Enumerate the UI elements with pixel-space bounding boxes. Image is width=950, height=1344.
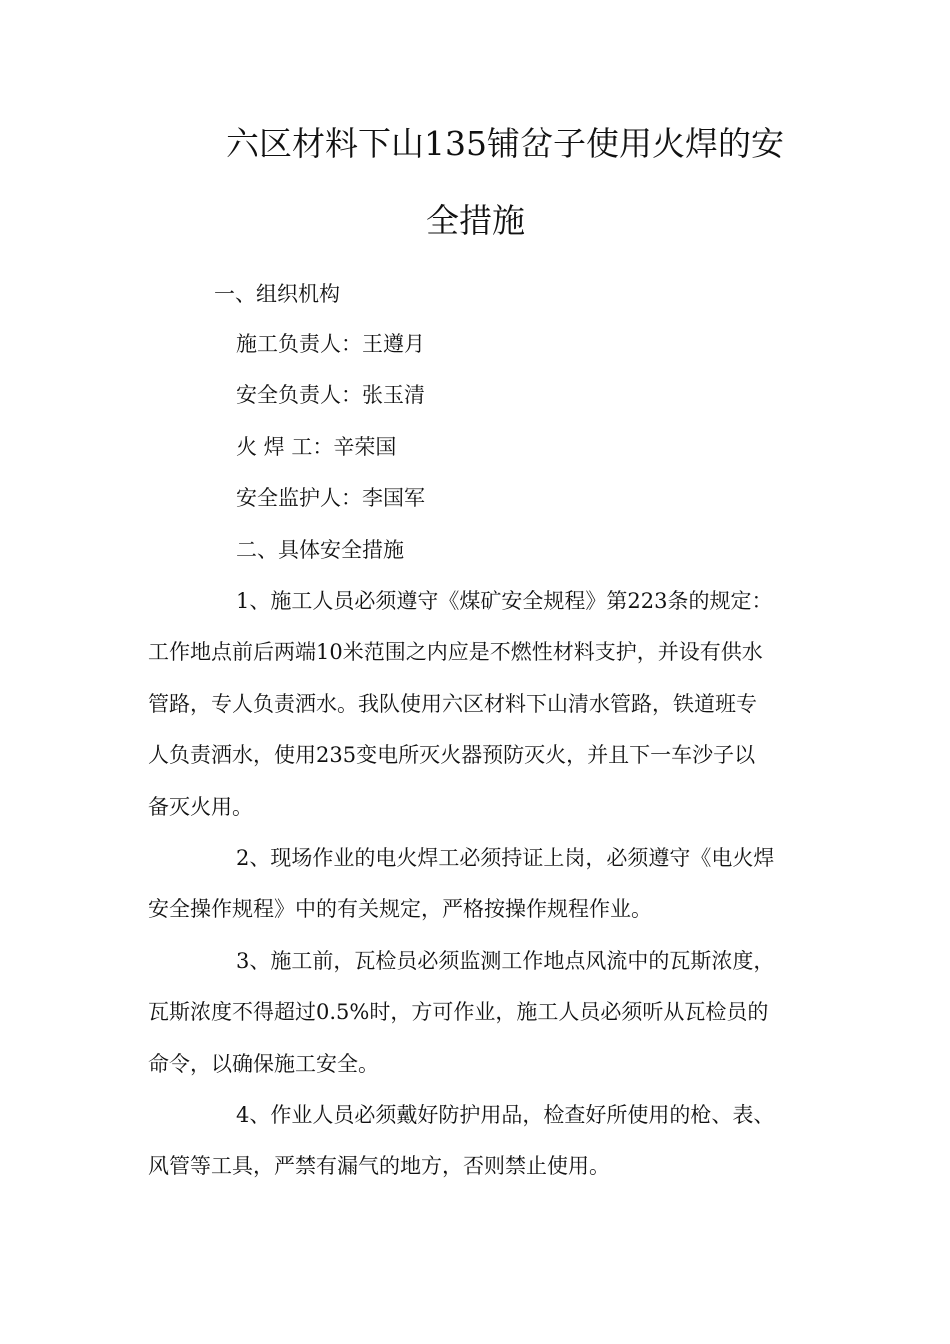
document-title-line-1: 六区材料下山135铺岔子使用火焊的安 bbox=[226, 124, 784, 163]
measure-1-line: 人负责洒水，使用235变电所灭火器预防灭火，并且下一车沙子以 bbox=[148, 743, 756, 767]
measure-4-line: 4、作业人员必须戴好防护用品，检查好所使用的枪、表、 bbox=[236, 1103, 775, 1127]
measure-1-line: 工作地点前后两端10米范围之内应是不燃性材料支护，并设有供水 bbox=[148, 640, 763, 664]
section-heading-organization: 一、组织机构 bbox=[214, 282, 340, 306]
measure-2-line: 2、现场作业的电火焊工必须持证上岗，必须遵守《电火焊 bbox=[236, 846, 775, 870]
measure-3-line: 3、施工前，瓦检员必须监测工作地点风流中的瓦斯浓度， bbox=[236, 949, 775, 973]
staff-welder: 火 焊 工：辛荣国 bbox=[236, 435, 397, 459]
staff-construction-lead: 施工负责人：王遵月 bbox=[236, 332, 425, 356]
document-title-line-2: 全措施 bbox=[426, 201, 525, 240]
measure-1-line: 备灭火用。 bbox=[148, 795, 253, 819]
measure-3-line: 命令，以确保施工安全。 bbox=[148, 1052, 379, 1076]
measure-1-line: 管路，专人负责洒水。我队使用六区材料下山清水管路，铁道班专 bbox=[148, 692, 757, 716]
measure-4-line: 风管等工具，严禁有漏气的地方，否则禁止使用。 bbox=[148, 1154, 610, 1178]
staff-safety-supervisor: 安全监护人：李国军 bbox=[236, 486, 425, 510]
section-heading-safety-measures: 二、具体安全措施 bbox=[236, 538, 404, 562]
measure-3-line: 瓦斯浓度不得超过0.5%时，方可作业，施工人员必须听从瓦检员的 bbox=[148, 1000, 769, 1024]
measure-1-line: 1、施工人员必须遵守《煤矿安全规程》第223条的规定： bbox=[236, 589, 773, 613]
staff-safety-lead: 安全负责人：张玉清 bbox=[236, 383, 425, 407]
measure-2-line: 安全操作规程》中的有关规定，严格按操作规程作业。 bbox=[148, 897, 652, 921]
